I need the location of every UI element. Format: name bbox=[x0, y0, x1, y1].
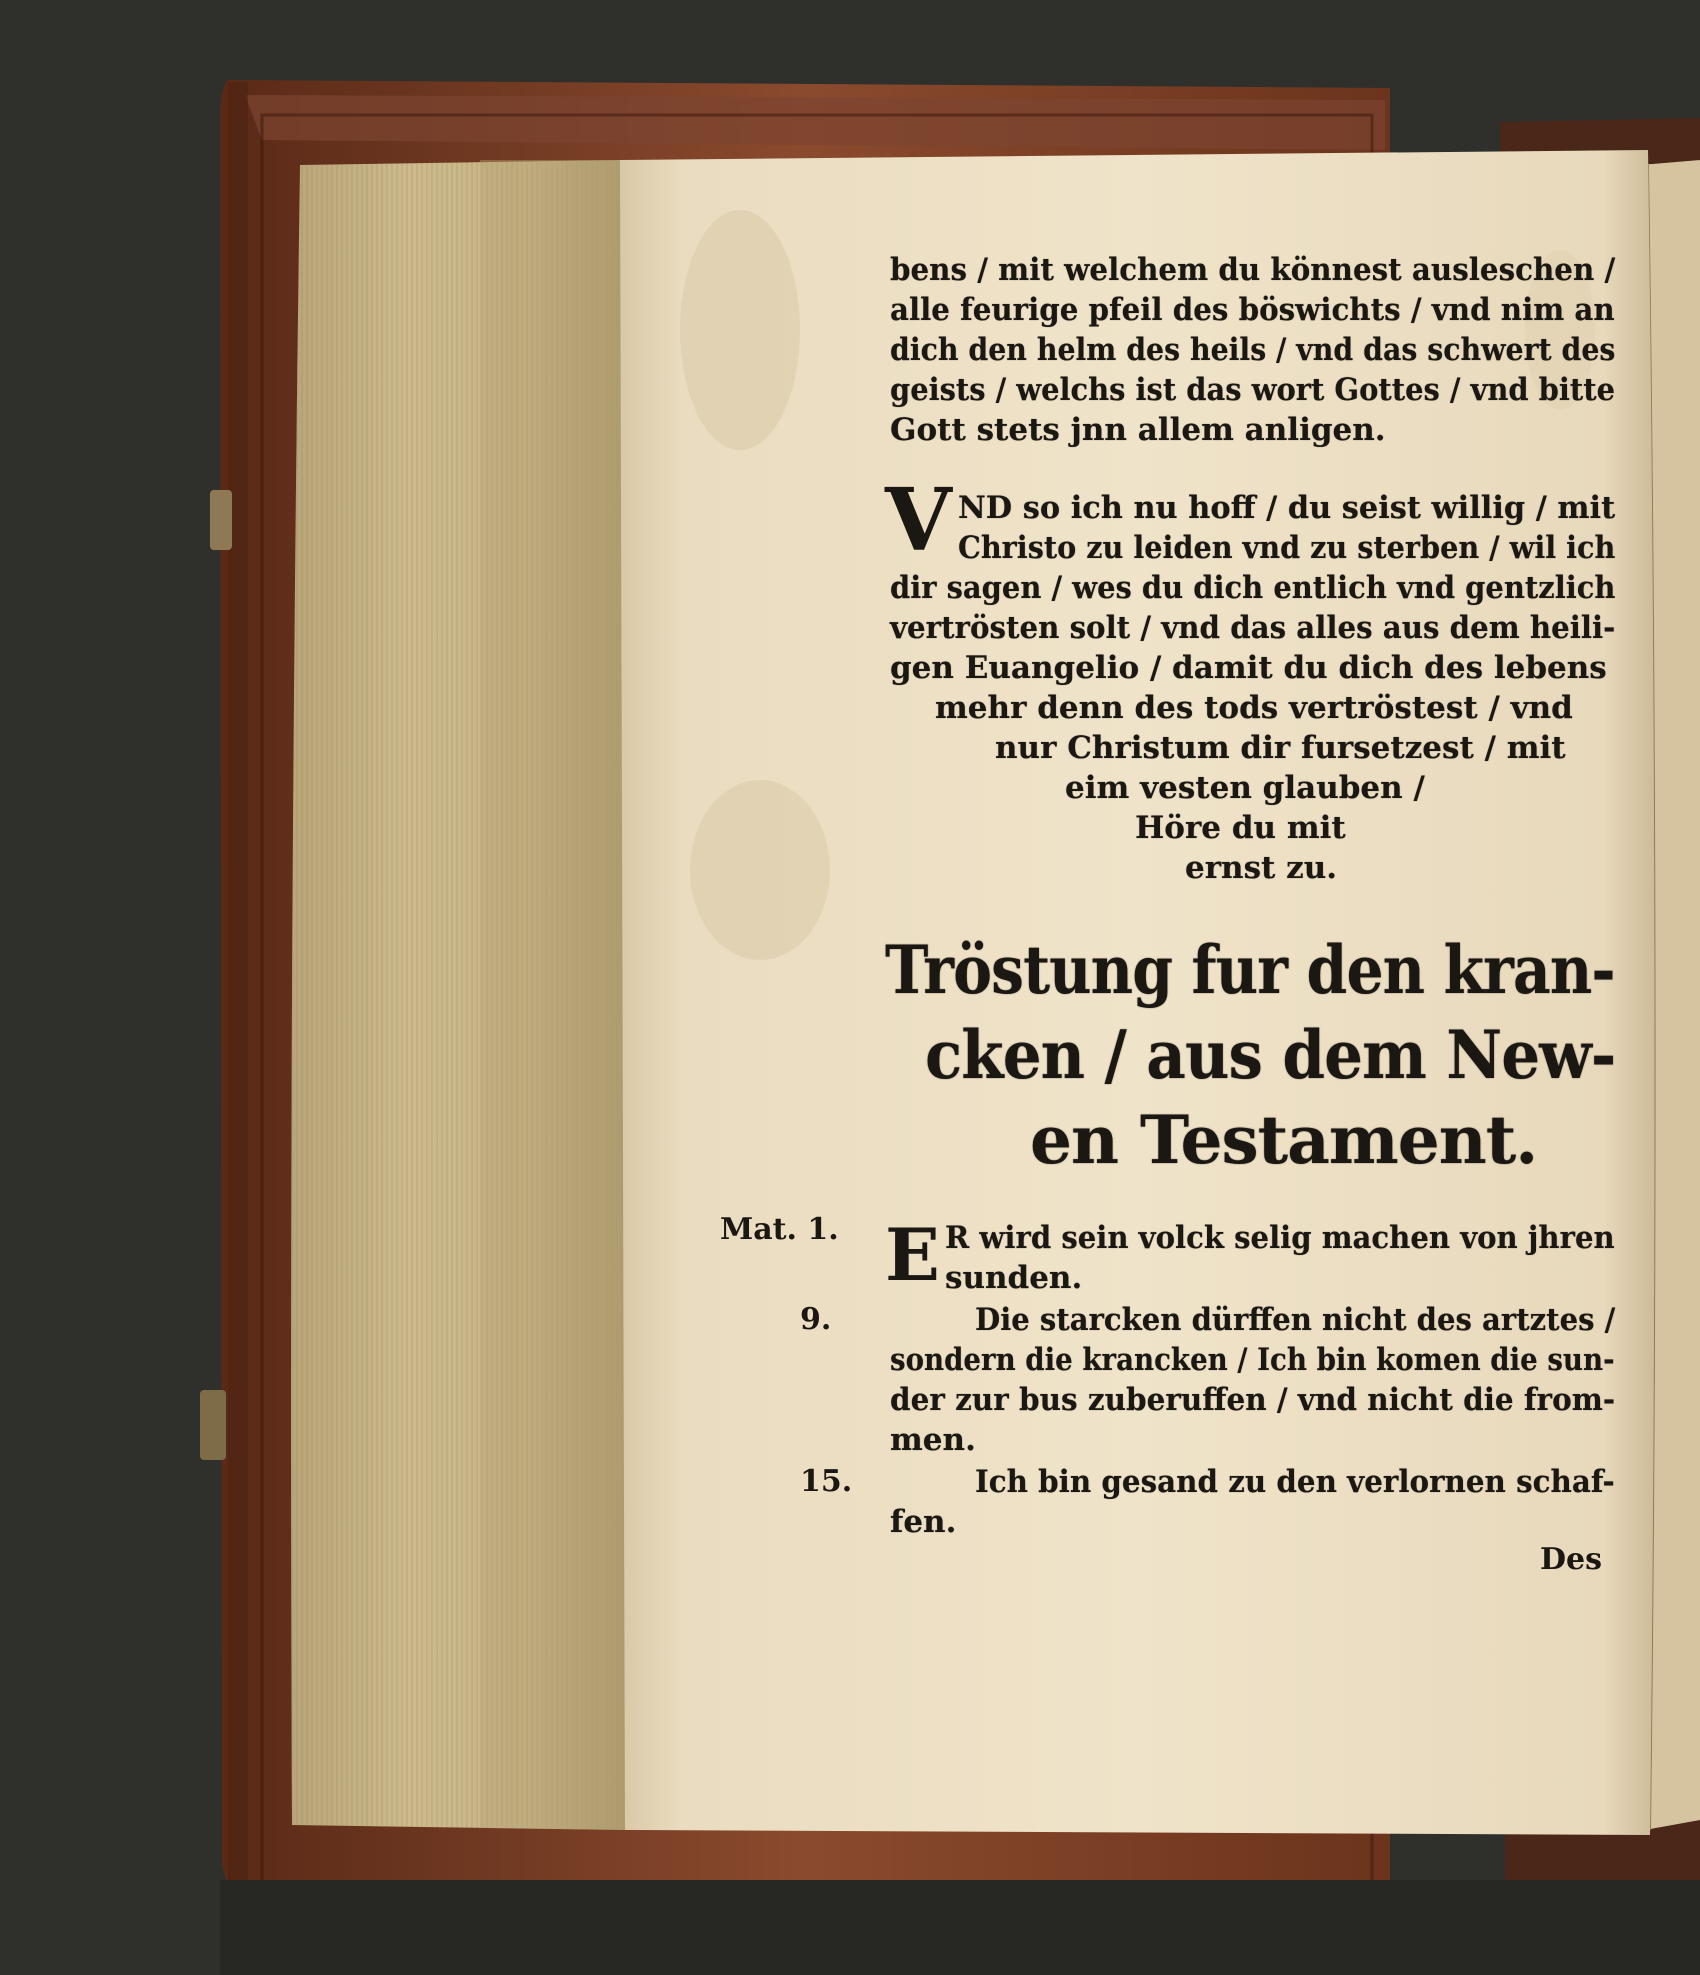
text-line: bens / mit welchem du könnest ausleschen / bbox=[890, 252, 1616, 288]
text-line: eim vesten glauben / bbox=[1065, 770, 1425, 806]
text-line: vertrösten solt / vnd das alles aus dem heili- bbox=[890, 610, 1616, 646]
text-line: Gott stets jnn allem anligen. bbox=[890, 412, 1386, 448]
text-line: geists / welchs ist das wort Gottes / vnd bitte bbox=[890, 372, 1616, 408]
text-line: nur Christum dir fursetzest / mit bbox=[995, 730, 1566, 766]
text-line: sondern die krancken / Ich bin komen die sun- bbox=[890, 1342, 1615, 1378]
text-line: Ich bin gesand zu den verlornen schaf- bbox=[975, 1464, 1615, 1500]
drop-initial: E bbox=[885, 1212, 940, 1297]
text-line: gen Euangelio / damit du dich des lebens bbox=[890, 650, 1607, 686]
text-line: alle feurige pfeil des böswichts / vnd nim an bbox=[890, 292, 1615, 328]
text-line: mehr denn des tods vertröstest / vnd bbox=[935, 690, 1573, 726]
drop-initial: V bbox=[885, 470, 952, 571]
margin-reference: 9. bbox=[800, 1302, 832, 1337]
section-heading-line: en Testament. bbox=[1030, 1101, 1538, 1179]
text-line: Die starcken dürffen nicht des artztes / bbox=[975, 1302, 1616, 1338]
text-line: fen. bbox=[890, 1504, 957, 1540]
text-line: Christo zu leiden vnd zu sterben / wil ich bbox=[958, 530, 1616, 566]
section-heading-line: cken / aus dem New- bbox=[925, 1016, 1616, 1094]
section-heading-line: Tröstung fur den kran- bbox=[885, 931, 1615, 1009]
text-line: R wird sein volck selig machen von jhren bbox=[945, 1220, 1615, 1256]
text-line: dir sagen / wes du dich entlich vnd gentzlich bbox=[890, 570, 1616, 606]
text-line: Höre du mit bbox=[1135, 810, 1346, 846]
text-line: men. bbox=[890, 1422, 976, 1458]
text-line: sunden. bbox=[945, 1260, 1083, 1296]
text-line: dich den helm des heils / vnd das schwert des bbox=[890, 332, 1616, 368]
margin-reference: Mat. 1. bbox=[720, 1212, 839, 1247]
text-line: der zur bus zuberuffen / vnd nicht die from- bbox=[890, 1382, 1616, 1418]
catchword: Des bbox=[1540, 1542, 1602, 1577]
text-line: ernst zu. bbox=[1185, 850, 1338, 886]
text-line: ND so ich nu hoff / du seist willig / mit bbox=[958, 490, 1616, 526]
margin-reference: 15. bbox=[800, 1464, 853, 1499]
